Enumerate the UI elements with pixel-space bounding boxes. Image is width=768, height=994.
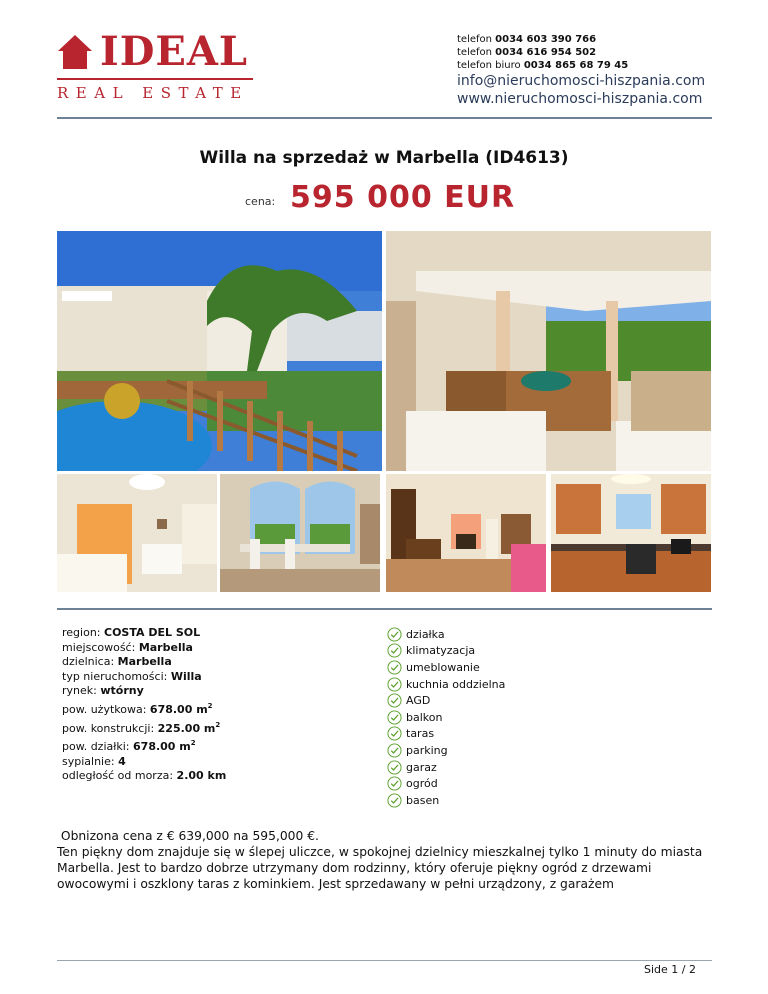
email-link[interactable]: info@nieruchomosci-hiszpania.com [457,73,706,89]
feature-item: taras [387,726,505,743]
photo-living-room [57,474,217,592]
detail-region: region: COSTA DEL SOL [62,626,201,639]
feature-list [387,626,505,809]
check-icon [387,710,402,725]
footer-divider [57,960,712,961]
detail-district: dzielnica: Marbella [62,655,172,669]
logo-house-icon [57,34,93,70]
check-icon [387,743,402,758]
logo-wordmark: IDEAL [100,28,249,75]
detail-sea-distance: odległość od morza: 2.00 km [62,769,227,783]
description-text: Ten piękny dom znajduje się w ślepej uliczce, w spokojnej dzielnicy mieszkalnej tylko 1 minuty do miasta Marbella. Jest to bardzo dobrze utrzymany dom rodzinny, który oferuje piękny ogród z drzewami owocowymi i oszklony taras z kominkiem. Jest sprzedawany w pełni urządzony, z garażem [57,845,703,891]
details-divider [57,608,712,610]
detail-construction-area: pow. konstrukcji: 225.00 $m^2$ [62,720,221,735]
feature-item: kuchnia oddzielna [387,676,505,693]
description-price-note: Obnizona cena z € 639,000 na 595,000 €. [57,829,319,843]
price-label: cena: [245,195,276,208]
check-icon [387,760,402,775]
detail-city: miejscowość: Marbella [62,640,193,654]
page-number: Side 1 / 2 [644,963,696,976]
feature-item: AGD [387,692,505,709]
check-icon [387,693,402,708]
check-icon [387,677,402,692]
logo-divider [57,78,253,80]
property-details [62,626,226,784]
check-icon [387,776,402,791]
photo-villa-pool [57,231,382,471]
check-icon [387,627,402,642]
check-icon [387,793,402,808]
listing-title: Willa na sprzedaż w Marbella (ID4613) [199,148,569,168]
detail-bedrooms: sypialnie: 4 [62,754,126,768]
listing-price: 595 000 EUR [290,180,516,215]
detail-market: rynek: wtórny [62,684,144,698]
phone-line-1: telefon 0034 603 390 766 [457,34,597,45]
feature-item: parking [387,742,505,759]
check-icon [387,660,402,675]
feature-item: ogród [387,775,505,792]
photo-covered-terrace [386,231,711,471]
website-link[interactable]: www.nieruchomosci-hiszpania.com [457,91,703,107]
check-icon [387,726,402,741]
detail-property-type: typ nieruchomości: Willa [62,669,202,683]
detail-plot-area: pow. działki: 678.00 $m^2$ [62,739,196,754]
feature-item: garaz [387,759,505,776]
photo-kitchen [551,474,711,592]
logo-tagline: REAL ESTATE [57,84,249,102]
phone-line-2: telefon 0034 616 954 502 [457,47,597,58]
feature-item: umeblowanie [387,659,505,676]
listing-description [57,828,717,892]
detail-usable-area: pow. użytkowa: 678.00 $m^2$ [62,701,213,716]
photo-dining-conservatory [220,474,380,592]
feature-item: balkon [387,709,505,726]
photo-dining-room-fireplace [386,474,546,592]
feature-item: działka [387,626,505,643]
check-icon [387,643,402,658]
feature-item: basen [387,792,505,809]
header-divider [57,117,712,119]
feature-item: klimatyzacja [387,643,505,660]
phone-line-office: telefon biuro 0034 865 68 79 45 [457,60,629,71]
